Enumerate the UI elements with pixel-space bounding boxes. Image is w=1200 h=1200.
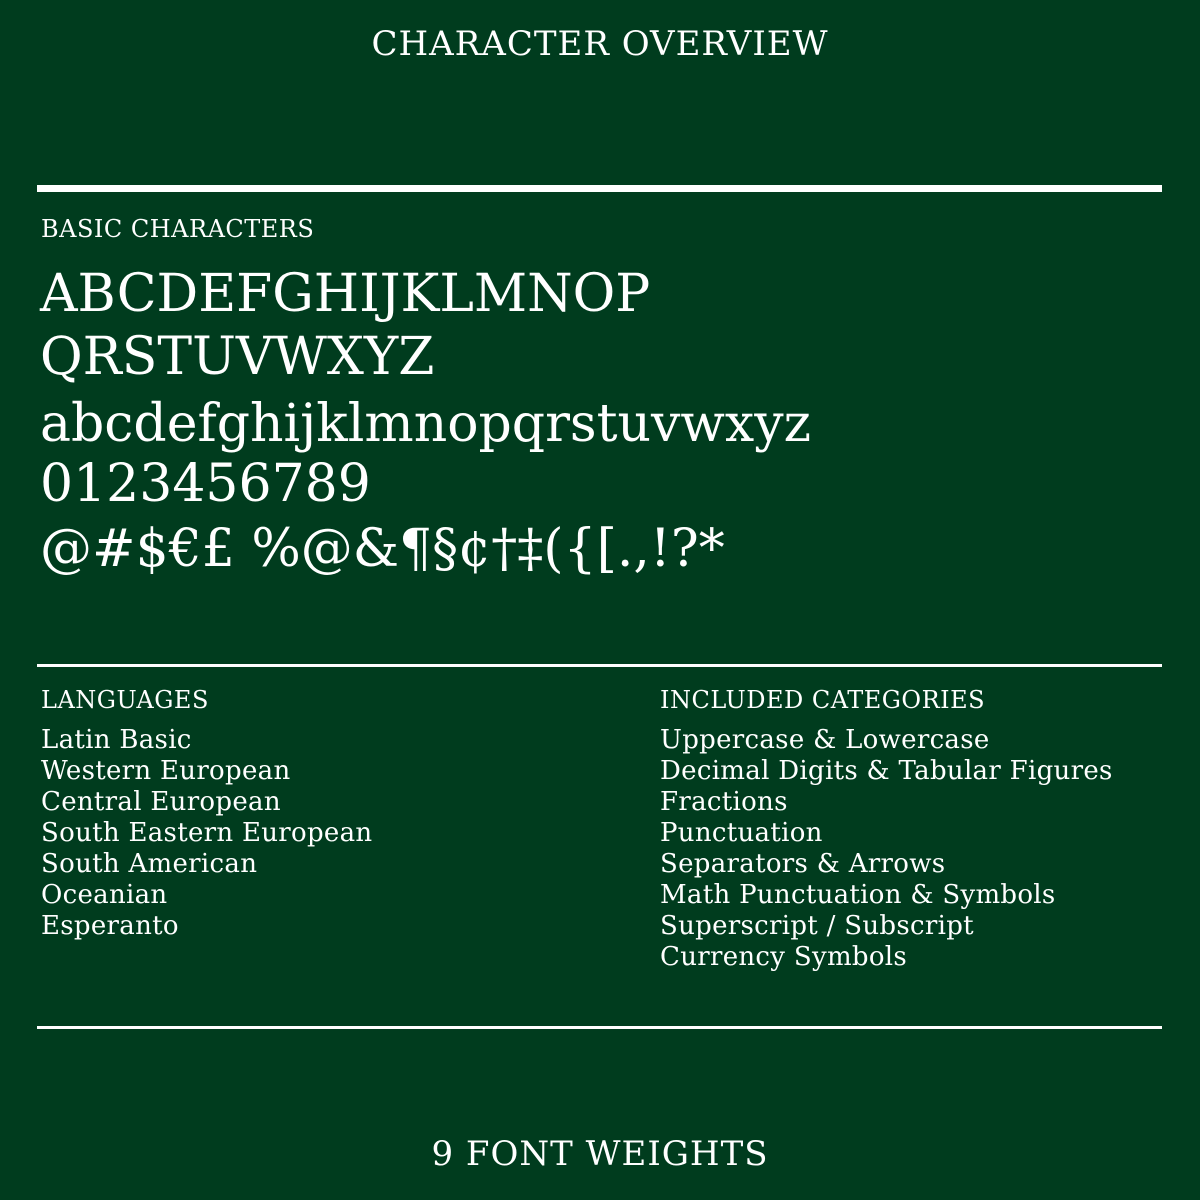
list-item: Fractions: [660, 787, 788, 817]
list-item: Uppercase & Lowercase: [660, 725, 990, 755]
list-item: Latin Basic: [41, 725, 192, 755]
digits: 0123456789: [40, 454, 371, 514]
divider-top: [37, 185, 1162, 192]
categories-list: [660, 725, 1113, 973]
list-item: Superscript / Subscript: [660, 911, 974, 941]
list-item: South American: [41, 849, 258, 879]
uppercase-q-z: QRSTUVWXYZ: [40, 327, 435, 387]
list-item: Central European: [41, 787, 281, 817]
list-item: Decimal Digits & Tabular Figures: [660, 756, 1113, 786]
list-item: Currency Symbols: [660, 942, 908, 972]
divider-bottom: [37, 1026, 1162, 1029]
list-item: Punctuation: [660, 818, 823, 848]
basic-characters-label: BASIC CHARACTERS: [41, 215, 315, 243]
languages-list: [41, 725, 372, 942]
divider-middle: [37, 664, 1162, 667]
list-item: Separators & Arrows: [660, 849, 946, 879]
font-weights-footer: 9 FONT WEIGHTS: [431, 1134, 769, 1174]
list-item: Math Punctuation & Symbols: [660, 880, 1056, 910]
list-item: South Eastern European: [41, 818, 373, 848]
list-item: Esperanto: [41, 911, 179, 941]
uppercase-a-p: ABCDEFGHIJKLMNOP: [40, 264, 651, 324]
list-item: Western European: [41, 756, 291, 786]
included-categories-label: INCLUDED CATEGORIES: [660, 686, 986, 714]
languages-label: LANGUAGES: [41, 686, 209, 714]
page-title: CHARACTER OVERVIEW: [371, 24, 829, 64]
lowercase-alphabet: abcdefghijklmnopqrstuvwxyz: [40, 394, 811, 454]
symbols: @#$€£ %@&¶§¢†‡({[.,!?*: [40, 519, 725, 579]
list-item: Oceanian: [41, 880, 168, 910]
